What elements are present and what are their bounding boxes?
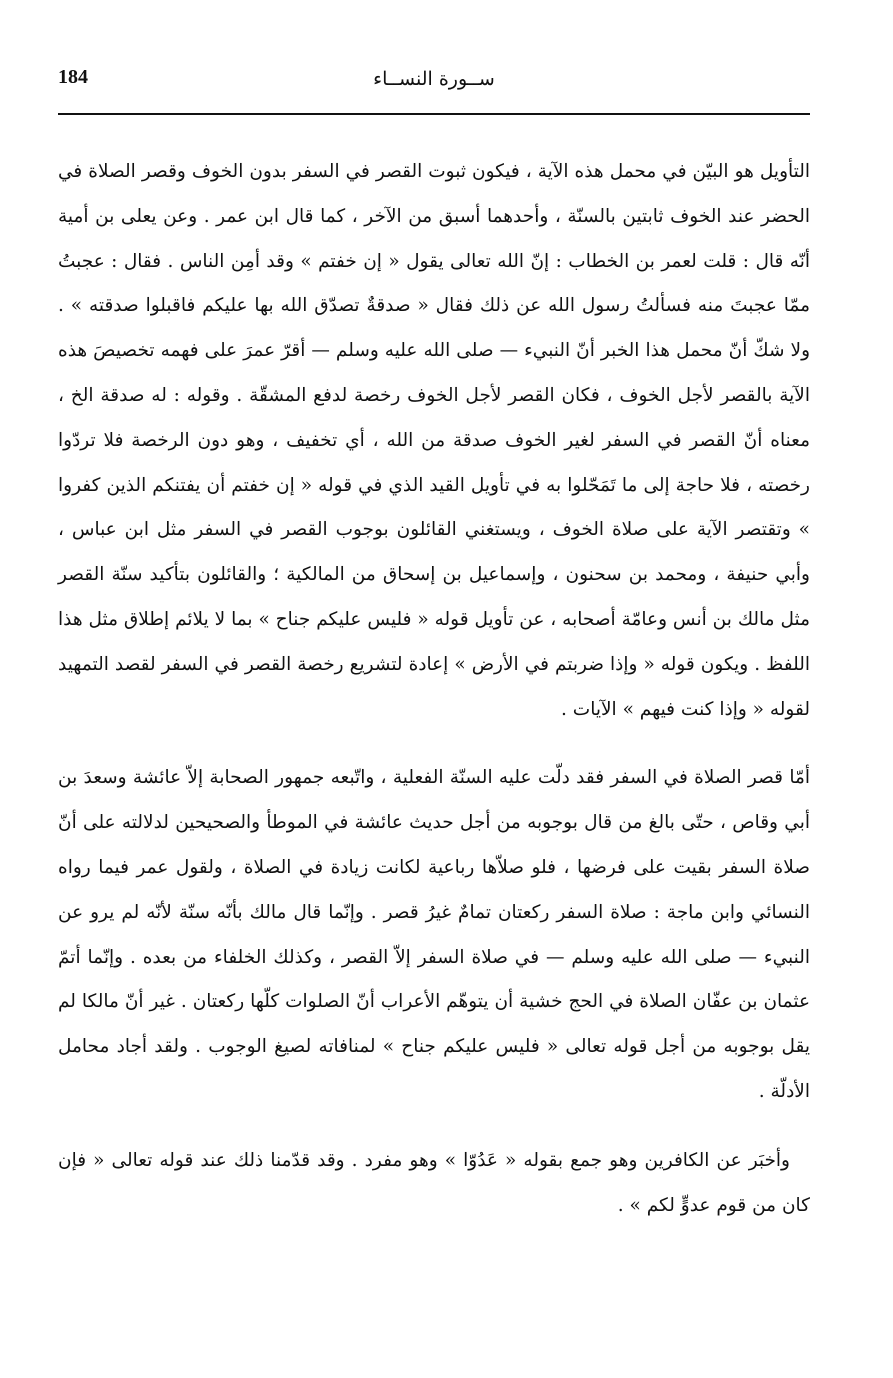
running-title: ســورة النســاء <box>373 68 495 90</box>
header-divider <box>58 113 810 115</box>
body-text <box>58 150 810 1228</box>
paragraph-3: وأخبَر عن الكافرين وهو جمع بقوله « عَدُوّا » وهو مفرد . وقد قدّمنا ذلك عند قوله تعالى « فإن كان من قوم عدوٍّ لكم » . <box>58 1149 810 1216</box>
page-header <box>58 62 810 102</box>
page-number: 184 <box>58 66 88 88</box>
paragraph-1: التأويل هو البيّن في محمل هذه الآية ، فيكون ثبوت القصر في السفر بدون الخوف وقصر الصلاة في الحضر عند الخوف ثابتين بالسنّة ، وأحدهما أسبق من الآخر ، كما قال ابن عمر . وعن يعلى بن أمية أنّه قال : قلت لعمر بن الخطاب : إنّ الله تعالى يقول « إن خفتم » وقد أمِن الناس . فقال : عجبتُ ممّا عجبتَ منه فسألتُ رسول الله عن ذلك فقال « صدقةٌ تصدّق الله بها عليكم فاقبلوا صدقته » . ولا شكّ أنّ محمل هذا الخبر أنّ النبيء — صلى الله عليه وسلم — أقرّ عمرَ على فهمه تخصيصَ هذه الآية بالقصر لأجل الخوف ، فكان القصر لأجل الخوف رخصة لدفع المشقّة . وقوله : له صدقة الخ ، معناه أنّ القصر في السفر لغير الخوف صدقة من الله ، أي تخفيف ، وهو دون الرخصة فلا تردّوا رخصته ، فلا حاجة إلى ما تَمَحّلوا به في تأويل القيد الذي في قوله « إن خفتم أن يفتنكم الذين كفروا » وتقتصر الآية على صلاة الخوف ، ويستغني القائلون بوجوب القصر في السفر مثل ابن عباس ، وأبي حنيفة ، ومحمد بن سحنون ، وإسماعيل بن إسحاق من المالكية ؛ والقائلون بتأكيد سنّة القصر مثل مالك بن أنس وعامّة أصحابه ، عن تأويل قوله « فليس عليكم جناح » بما لا يلائم إطلاق مثل هذا اللفظ . ويكون قوله « وإذا ضربتم في الأرض » إعادة لتشريع رخصة القصر في السفر لقصد التمهيد لقوله « وإذا كنت فيهم » الآيات . <box>58 161 811 720</box>
paragraph-2: أمّا قصر الصلاة في السفر فقد دلّت عليه السنّة الفعلية ، واتّبعه جمهور الصحابة إلاّ عائشة وسعدَ بن أبي وقاص ، حتّى بالغ من قال بوجوبه من أجل حديث عائشة في الموطأ والصحيحين لدلالته على أنّ صلاة السفر بقيت على فرضها ، فلو صلاّها رباعية لكانت زيادة في الصلاة ، ولقول عمر فيما رواه النسائي وابن ماجة : صلاة السفر ركعتان تمامٌ غيرُ قصر . وإنّما قال مالك بأنّه سنّة لأنّه لم يرو عن النبيء — صلى الله عليه وسلم — في صلاة السفر إلاّ القصر ، وكذلك الخلفاء من بعده . وإنّما أتمّ عثمان بن عفّان الصلاة في الحج خشية أن يتوهّم الأعراب أنّ الصلوات كلّها ركعتان . غير أنّ مالكا لم يقل بوجوبه من أجل قوله تعالى « فليس عليكم جناح » لمنافاته لصيغ الوجوب . ولقد أجاد محامل الأدلّة . <box>58 767 810 1102</box>
